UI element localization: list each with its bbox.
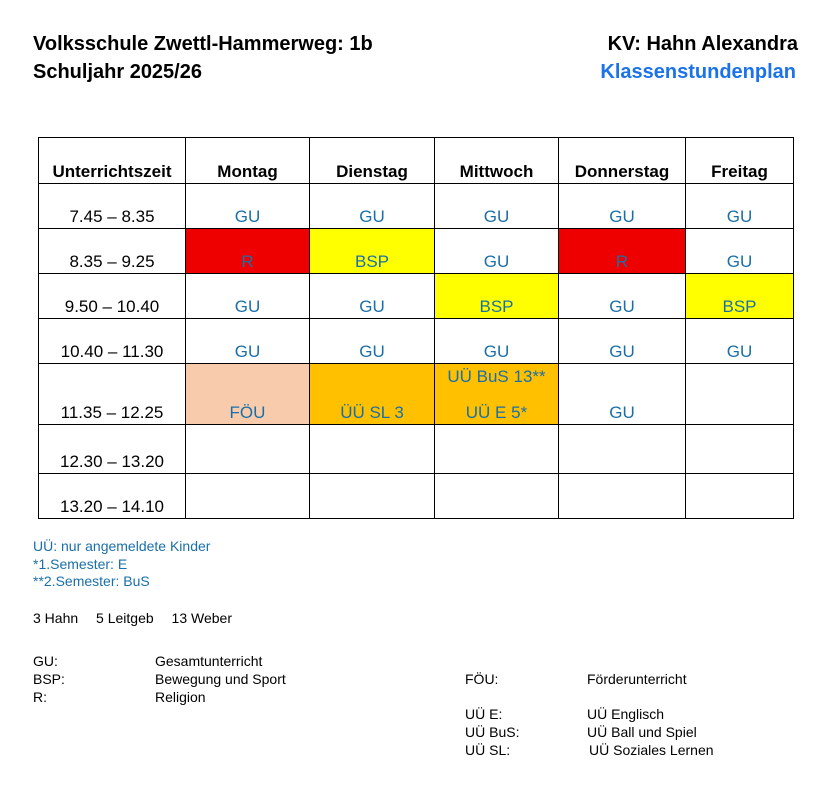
col-header-time: Unterrichtszeit xyxy=(39,138,186,184)
legend-full: Bewegung und Sport xyxy=(155,671,286,687)
lesson-cell xyxy=(686,474,794,519)
lesson-cell: GU xyxy=(310,184,435,229)
note-line: *1.Semester: E xyxy=(33,555,128,572)
col-header-wednesday: Mittwoch xyxy=(435,138,559,184)
legend-full: UÜ Englisch xyxy=(587,706,665,722)
time-cell: 11.35 – 12.25 xyxy=(39,364,186,425)
lesson-cell: BSP xyxy=(435,274,559,319)
table-row xyxy=(39,474,794,519)
teacher-entry: 13 Weber xyxy=(171,610,232,626)
lesson-cell: GU xyxy=(310,319,435,364)
legend-full: UÜ Soziales Lernen xyxy=(589,742,714,758)
lesson-cell: GU xyxy=(559,364,686,425)
col-header-thursday: Donnerstag xyxy=(559,138,686,184)
lesson-cell: GU xyxy=(186,274,310,319)
plan-title: Klassenstundenplan xyxy=(600,61,796,83)
legend-abbr: R: xyxy=(33,689,47,705)
lesson-cell: GU xyxy=(686,229,794,274)
lesson-option-top: UÜ BuS 13** xyxy=(447,367,546,386)
lesson-cell: GU xyxy=(559,274,686,319)
header-row xyxy=(39,138,794,184)
lesson-option-bottom: UÜ E 5* xyxy=(465,403,528,422)
col-header-monday: Montag xyxy=(186,138,310,184)
time-cell: 12.30 – 13.20 xyxy=(39,425,186,474)
lesson-cell: GU xyxy=(435,319,559,364)
time-cell: 8.35 – 9.25 xyxy=(39,229,186,274)
school-year: Schuljahr 2025/26 xyxy=(33,61,202,83)
lesson-cell xyxy=(310,425,435,474)
teacher-list xyxy=(33,610,246,626)
lesson-cell xyxy=(310,474,435,519)
time-cell: 13.20 – 14.10 xyxy=(39,474,186,519)
legend-full: Religion xyxy=(155,689,206,705)
legend-full: UÜ Ball und Spiel xyxy=(587,724,697,740)
col-header-tuesday: Dienstag xyxy=(310,138,435,184)
lesson-cell: GU xyxy=(559,319,686,364)
lesson-cell xyxy=(435,364,559,425)
time-cell: 10.40 – 11.30 xyxy=(39,319,186,364)
lesson-cell: GU xyxy=(310,274,435,319)
notes xyxy=(33,538,210,591)
lesson-cell xyxy=(435,425,559,474)
time-cell: 7.45 – 8.35 xyxy=(39,184,186,229)
col-header-friday: Freitag xyxy=(686,138,794,184)
lesson-cell: GU xyxy=(686,319,794,364)
lesson-cell: FÖU xyxy=(186,364,310,425)
lesson-cell: BSP xyxy=(686,274,794,319)
teacher-entry: 3 Hahn xyxy=(33,610,79,626)
table-row xyxy=(39,274,794,319)
lesson-cell xyxy=(559,425,686,474)
legend-abbr: GU: xyxy=(33,653,58,669)
legend-abbr: FÖU: xyxy=(465,671,499,687)
legend-abbr: UÜ E: xyxy=(465,706,503,722)
table-row xyxy=(39,425,794,474)
class-teacher: KV: Hahn Alexandra xyxy=(607,33,798,55)
lesson-cell xyxy=(686,425,794,474)
lesson-cell: GU xyxy=(186,184,310,229)
lesson-cell: ÜÜ SL 3 xyxy=(310,364,435,425)
legend-abbr: BSP: xyxy=(33,671,65,687)
lesson-cell: R xyxy=(559,229,686,274)
table-row xyxy=(39,184,794,229)
lesson-cell: R xyxy=(186,229,310,274)
lesson-cell xyxy=(186,474,310,519)
table-row xyxy=(39,229,794,274)
legend-abbr: UÜ BuS: xyxy=(465,724,520,740)
legend-abbr: UÜ SL: xyxy=(465,742,511,758)
legend-full: Förderunterricht xyxy=(587,671,687,687)
lesson-cell: GU xyxy=(686,184,794,229)
note-line: **2.Semester: BuS xyxy=(33,573,150,589)
lesson-cell: GU xyxy=(435,229,559,274)
table-row xyxy=(39,319,794,364)
lesson-cell xyxy=(186,425,310,474)
table-row xyxy=(39,364,794,425)
school-title: Volksschule Zwettl-Hammerweg: 1b xyxy=(33,33,373,55)
lesson-cell xyxy=(559,474,686,519)
lesson-cell: BSP xyxy=(310,229,435,274)
lesson-cell: GU xyxy=(559,184,686,229)
lesson-cell: GU xyxy=(435,184,559,229)
teacher-entry: 5 Leitgeb xyxy=(96,610,154,626)
timetable xyxy=(38,137,794,519)
time-cell: 9.50 – 10.40 xyxy=(39,274,186,319)
lesson-cell: GU xyxy=(186,319,310,364)
lesson-cell xyxy=(435,474,559,519)
lesson-cell xyxy=(686,364,794,425)
note-line: UÜ: nur angemeldete Kinder xyxy=(33,538,211,554)
legend-full: Gesamtunterricht xyxy=(155,653,263,669)
